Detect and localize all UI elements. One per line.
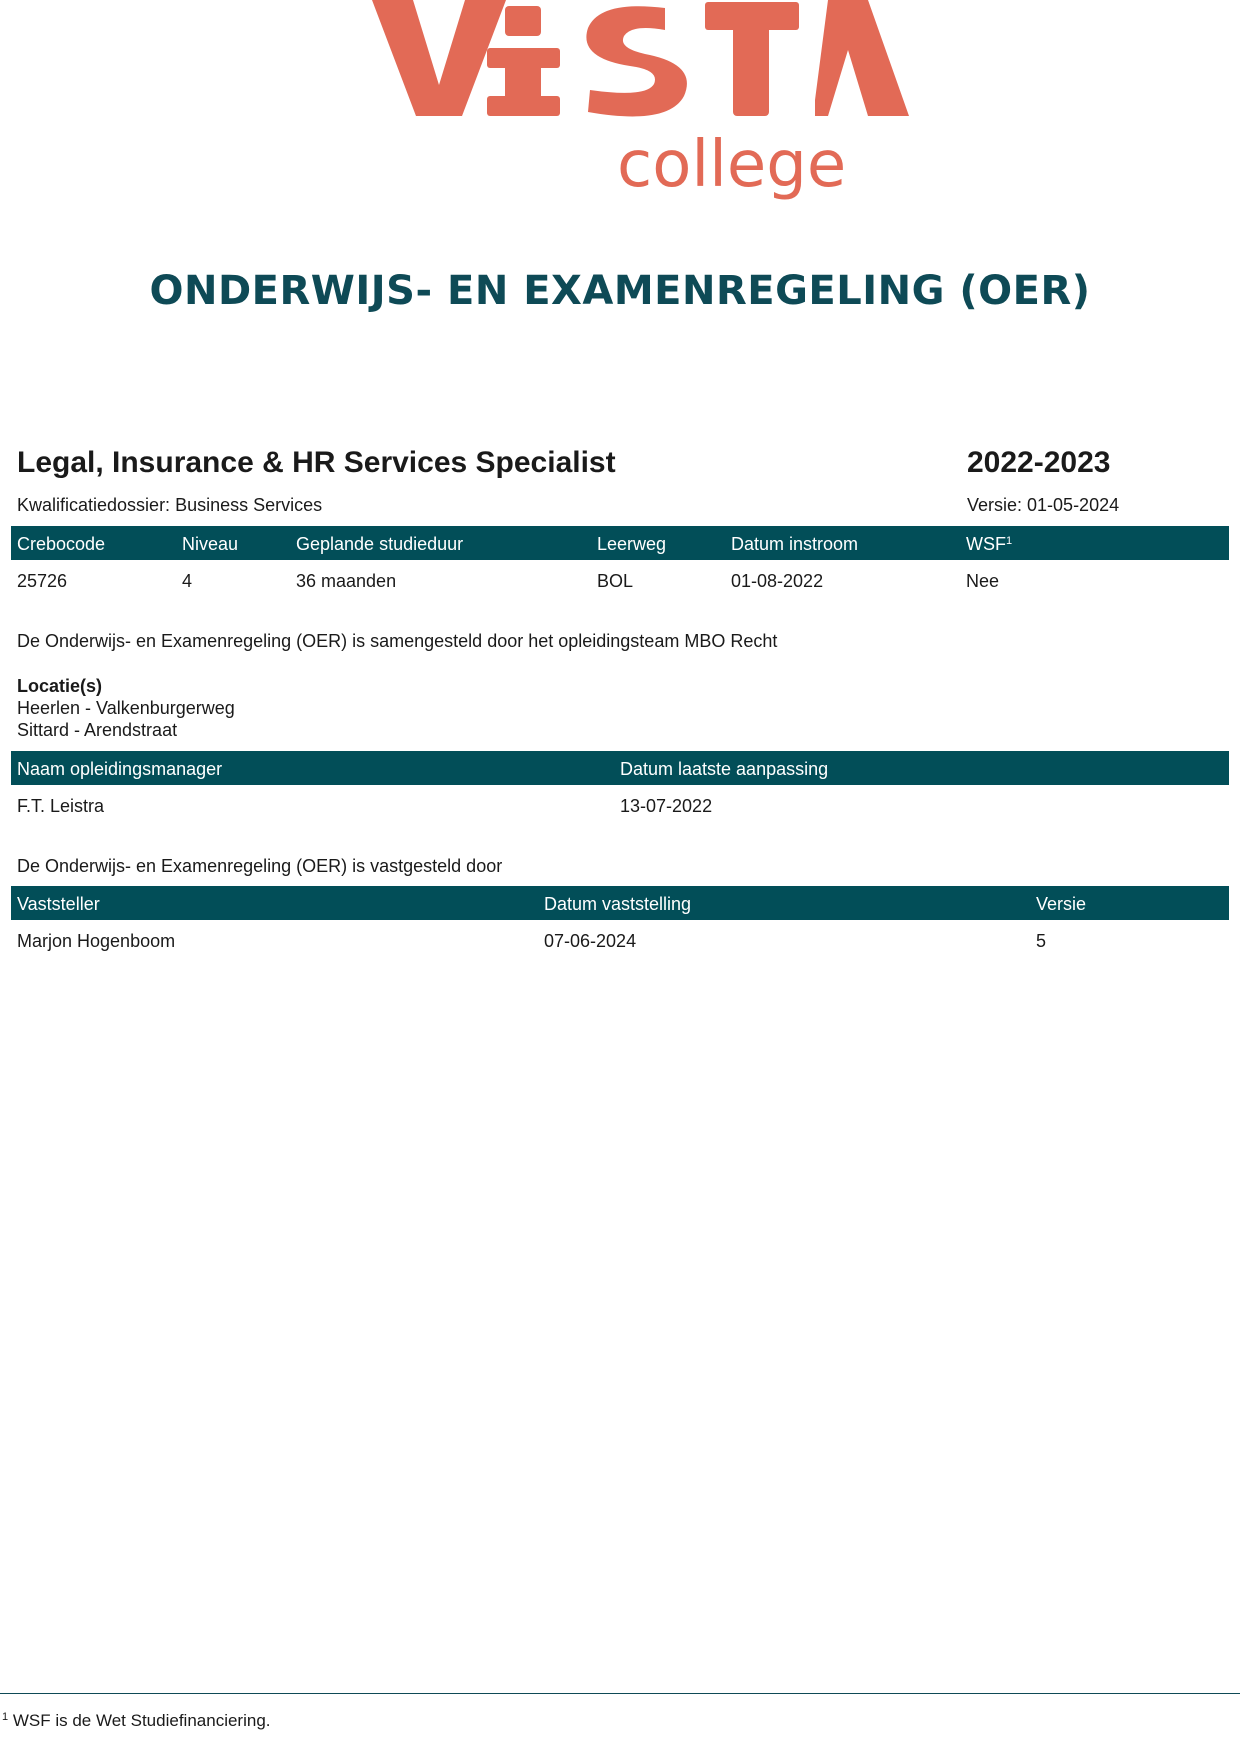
header-opleidingsmanager: Naam opleidingsmanager (17, 759, 223, 779)
cell-studieduur: 36 maanden (296, 571, 397, 591)
header-wsf (966, 534, 1012, 555)
header-laatste-aanpassing: Datum laatste aanpassing (620, 759, 829, 779)
manager-table-header (11, 751, 1229, 785)
cell-laatste-aanpassing: 13-07-2022 (620, 796, 713, 816)
cell-crebocode: 25726 (17, 571, 68, 591)
cell-niveau: 4 (182, 571, 193, 591)
document-version: Versie: 01-05-2024 (967, 495, 1120, 515)
header-versie: Versie (1036, 894, 1087, 914)
approval-table-row (11, 931, 1229, 961)
header-leerweg: Leerweg (597, 534, 667, 554)
cell-wsf: Nee (966, 571, 1000, 591)
cell-datum-instroom: 01-08-2022 (731, 571, 824, 591)
header-crebocode: Crebocode (17, 534, 106, 554)
vista-college-logo (0, 0, 1240, 215)
cell-datum-vaststelling: 07-06-2024 (544, 931, 637, 951)
established-by-text: De Onderwijs- en Examenregeling (OER) is vastgesteld door (17, 856, 503, 876)
composed-by-text: De Onderwijs- en Examenregeling (OER) is samengesteld door het opleidingsteam MBO Recht (17, 631, 778, 651)
footnote-text: WSF is de Wet Studiefinanciering. (12, 1711, 271, 1730)
header-wsf-label: WSF (966, 534, 1006, 554)
footnote-ref[interactable]: 1 (1006, 535, 1013, 547)
location-item: Heerlen - Valkenburgerweg (17, 698, 235, 718)
qualification-dossier: Kwalificatiedossier: Business Services (17, 495, 323, 515)
details-table-row (11, 571, 1229, 601)
cell-versie: 5 (1036, 931, 1047, 951)
logo-subtext: college (617, 128, 847, 202)
header-niveau: Niveau (182, 534, 239, 554)
cell-opleidingsmanager: F.T. Leistra (17, 796, 105, 816)
header-studieduur: Geplande studieduur (296, 534, 464, 554)
program-name: Legal, Insurance & HR Services Specialist (17, 446, 616, 479)
footnote-marker: 1 (2, 1711, 9, 1723)
program-year: 2022-2023 (967, 446, 1111, 479)
logo-graphic (0, 0, 1240, 215)
document-title: ONDERWIJS- EN EXAMENREGELING (OER) (149, 268, 1091, 314)
footnote (2, 1711, 271, 1731)
details-table-header (11, 526, 1229, 560)
cell-leerweg: BOL (597, 571, 634, 591)
approval-table-header (11, 886, 1229, 920)
locations-heading: Locatie(s) (17, 676, 103, 696)
header-datum-vaststelling: Datum vaststelling (544, 894, 692, 914)
header-datum-instroom: Datum instroom (731, 534, 859, 554)
manager-table-row (11, 796, 1229, 826)
header-vaststeller: Vaststeller (17, 894, 100, 914)
location-item: Sittard - Arendstraat (17, 720, 178, 740)
cell-vaststeller: Marjon Hogenboom (17, 931, 176, 951)
footnote-divider (0, 1693, 1240, 1694)
